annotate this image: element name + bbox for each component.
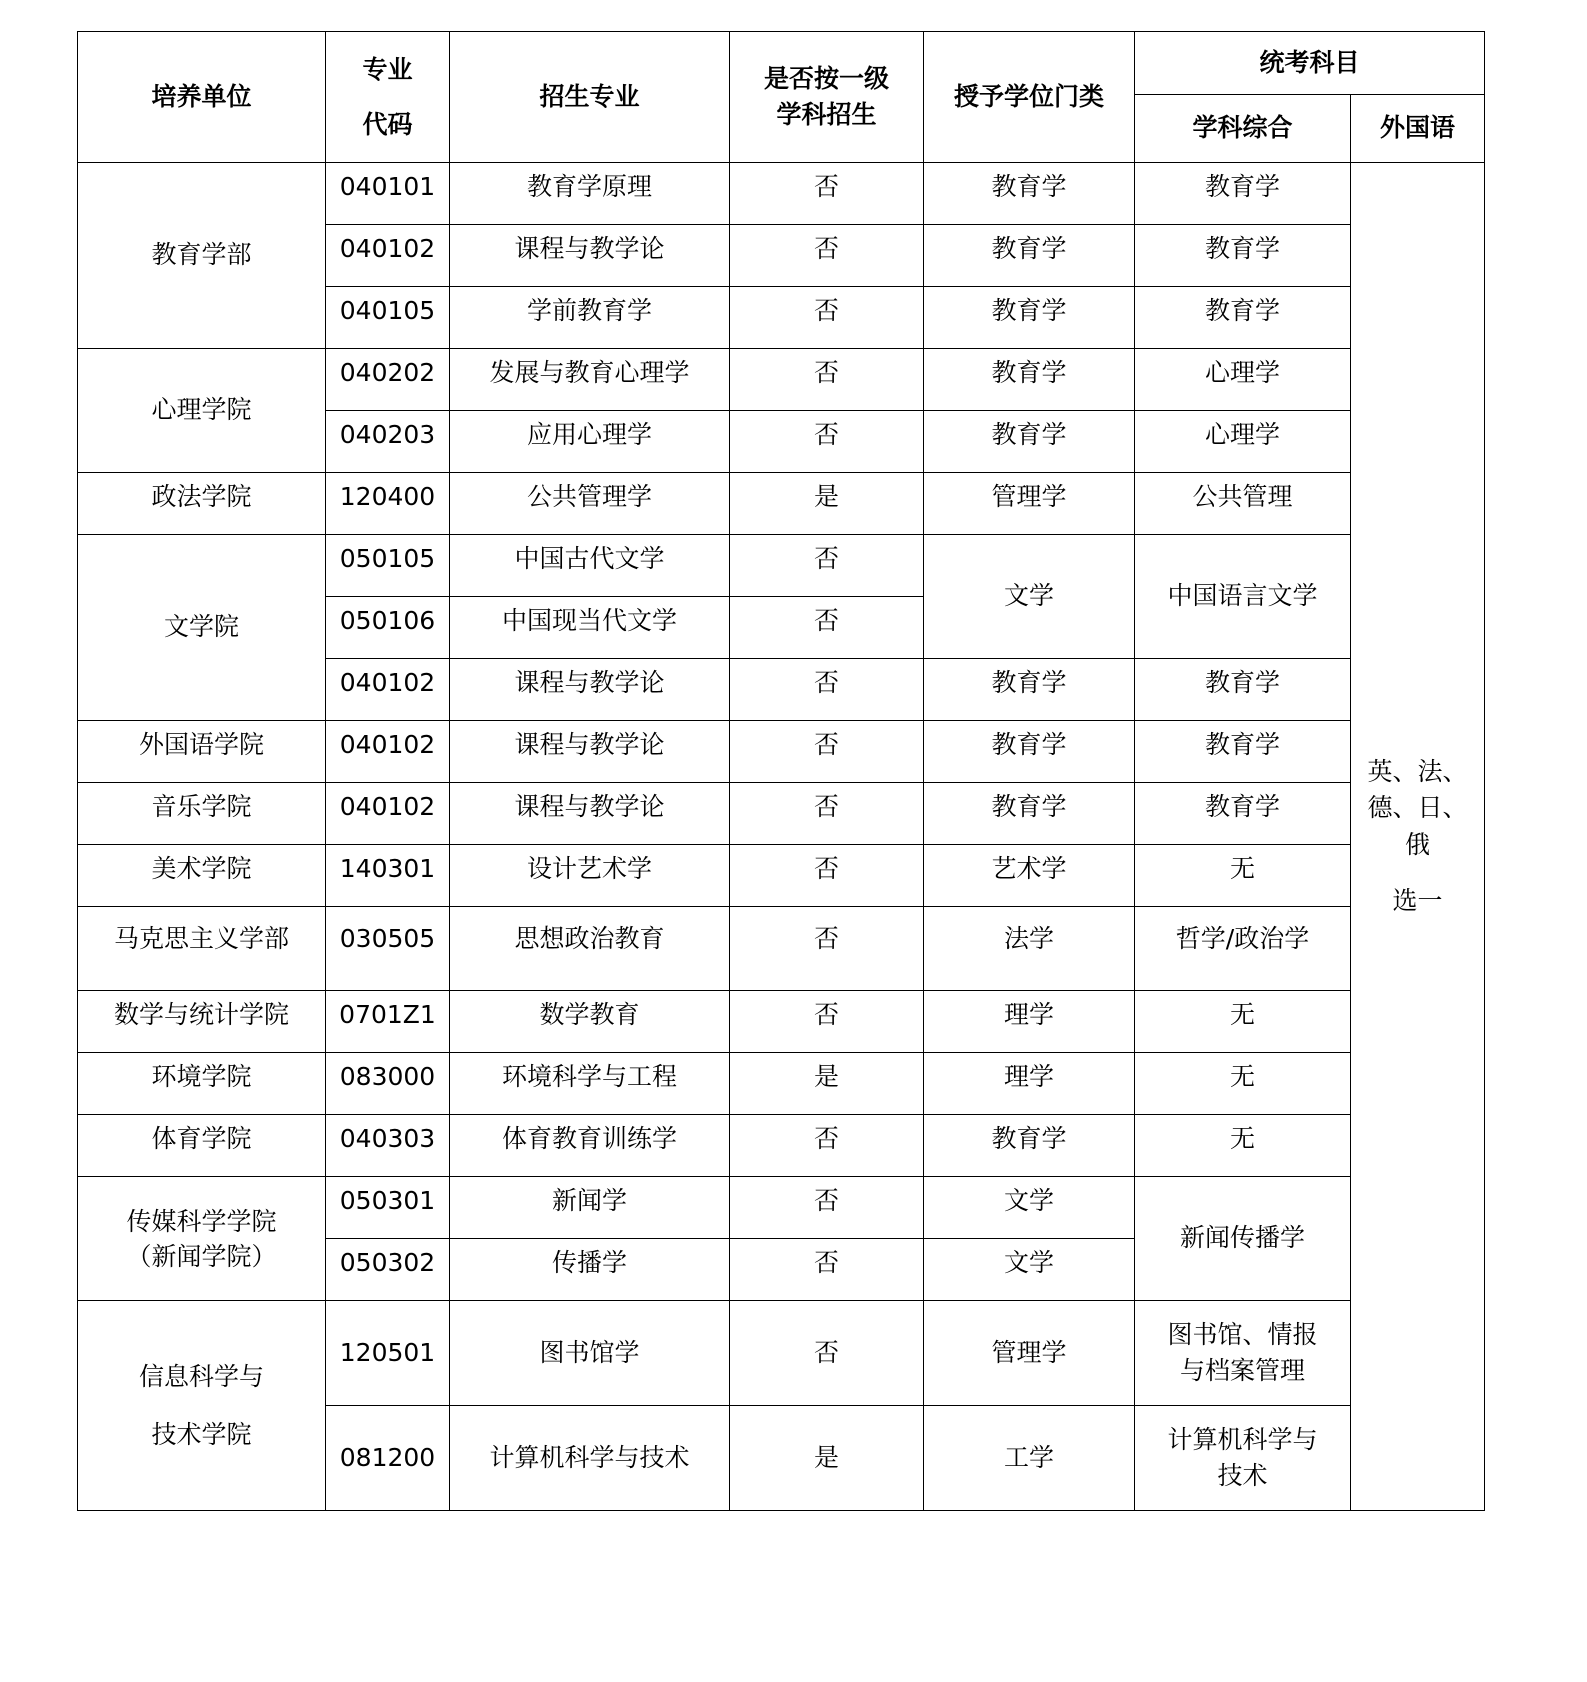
unit-cell: 政法学院 <box>78 473 326 535</box>
major-cell: 计算机科学与技术 <box>450 1406 730 1511</box>
comprehensive-line2: 技术 <box>1217 1461 1268 1490</box>
table-row <box>78 163 1485 225</box>
comprehensive-cell: 公共管理 <box>1135 473 1351 535</box>
degree-cell: 文学 <box>924 1177 1135 1239</box>
code-cell: 0701Z1 <box>326 991 450 1053</box>
major-cell: 思想政治教育 <box>450 907 730 991</box>
comprehensive-cell: 教育学 <box>1135 287 1351 349</box>
table-row <box>78 473 1485 535</box>
unit-cell: 音乐学院 <box>78 783 326 845</box>
degree-cell: 教育学 <box>924 163 1135 225</box>
code-cell: 040203 <box>326 411 450 473</box>
comprehensive-cell: 新闻传播学 <box>1135 1177 1351 1301</box>
degree-cell: 工学 <box>924 1406 1135 1511</box>
unit-cell: 数学与统计学院 <box>78 991 326 1053</box>
header-code-line1: 专业 <box>362 55 413 84</box>
table-row <box>78 907 1485 991</box>
first-level-cell: 否 <box>730 721 924 783</box>
code-cell: 081200 <box>326 1406 450 1511</box>
foreign-language-line3: 俄 <box>1405 829 1431 859</box>
major-cell: 数学教育 <box>450 991 730 1053</box>
major-cell: 发展与教育心理学 <box>450 349 730 411</box>
degree-cell: 管理学 <box>924 1301 1135 1406</box>
major-cell: 课程与教学论 <box>450 783 730 845</box>
table-row <box>78 721 1485 783</box>
unit-cell <box>78 1301 326 1511</box>
major-cell: 教育学原理 <box>450 163 730 225</box>
comprehensive-cell: 哲学/政治学 <box>1135 907 1351 991</box>
header-first-level <box>730 32 924 163</box>
first-level-cell: 否 <box>730 659 924 721</box>
degree-cell: 教育学 <box>924 783 1135 845</box>
degree-cell: 文学 <box>924 1239 1135 1301</box>
admissions-table <box>77 31 1485 1511</box>
comprehensive-cell: 中国语言文学 <box>1135 535 1351 659</box>
comprehensive-cell: 无 <box>1135 845 1351 907</box>
code-cell: 040102 <box>326 783 450 845</box>
table-row <box>78 1115 1485 1177</box>
code-cell: 040303 <box>326 1115 450 1177</box>
first-level-cell: 否 <box>730 991 924 1053</box>
major-cell: 体育教育训练学 <box>450 1115 730 1177</box>
major-cell: 环境科学与工程 <box>450 1053 730 1115</box>
table-row <box>78 1177 1485 1239</box>
code-cell: 050106 <box>326 597 450 659</box>
major-cell: 课程与教学论 <box>450 721 730 783</box>
comprehensive-line2: 与档案管理 <box>1179 1356 1305 1385</box>
code-cell: 140301 <box>326 845 450 907</box>
code-cell: 040202 <box>326 349 450 411</box>
first-level-cell: 是 <box>730 473 924 535</box>
major-cell: 新闻学 <box>450 1177 730 1239</box>
table-row <box>78 1053 1485 1115</box>
header-subject-comprehensive: 学科综合 <box>1135 95 1351 163</box>
degree-cell: 管理学 <box>924 473 1135 535</box>
unit-cell: 环境学院 <box>78 1053 326 1115</box>
degree-cell: 理学 <box>924 1053 1135 1115</box>
unit-cell: 外国语学院 <box>78 721 326 783</box>
unit-cell: 文学院 <box>78 535 326 721</box>
code-cell: 050105 <box>326 535 450 597</box>
table-row <box>78 349 1485 411</box>
first-level-cell: 否 <box>730 535 924 597</box>
unit-line1: 传媒科学学院 <box>126 1206 277 1236</box>
unit-line1: 信息科学与 <box>138 1362 264 1391</box>
code-cell: 040105 <box>326 287 450 349</box>
degree-cell: 理学 <box>924 991 1135 1053</box>
first-level-cell: 否 <box>730 907 924 991</box>
table-row <box>78 535 1485 597</box>
code-cell: 040102 <box>326 659 450 721</box>
comprehensive-cell: 教育学 <box>1135 721 1351 783</box>
degree-cell: 教育学 <box>924 721 1135 783</box>
foreign-language-line4: 选一 <box>1392 885 1443 915</box>
degree-cell: 教育学 <box>924 349 1135 411</box>
major-cell: 中国现当代文学 <box>450 597 730 659</box>
unit-cell: 美术学院 <box>78 845 326 907</box>
degree-cell: 艺术学 <box>924 845 1135 907</box>
first-level-cell: 否 <box>730 411 924 473</box>
table-row <box>78 845 1485 907</box>
first-level-cell: 是 <box>730 1053 924 1115</box>
first-level-cell: 否 <box>730 845 924 907</box>
unit-line2: 技术学院 <box>151 1419 252 1449</box>
first-level-cell: 否 <box>730 349 924 411</box>
unit-cell: 心理学院 <box>78 349 326 473</box>
first-level-cell: 否 <box>730 163 924 225</box>
code-cell: 050302 <box>326 1239 450 1301</box>
unit-line2: （新闻学院） <box>126 1241 277 1271</box>
comprehensive-cell: 无 <box>1135 1115 1351 1177</box>
degree-cell: 教育学 <box>924 1115 1135 1177</box>
major-cell: 公共管理学 <box>450 473 730 535</box>
major-cell: 应用心理学 <box>450 411 730 473</box>
foreign-language-line1: 英、法、 <box>1367 757 1468 786</box>
foreign-language-cell <box>1351 163 1485 1511</box>
major-cell: 设计艺术学 <box>450 845 730 907</box>
comprehensive-cell: 教育学 <box>1135 225 1351 287</box>
major-cell: 传播学 <box>450 1239 730 1301</box>
header-code-line2: 代码 <box>362 110 413 139</box>
degree-cell: 教育学 <box>924 659 1135 721</box>
comprehensive-cell <box>1135 1406 1351 1511</box>
code-cell: 040101 <box>326 163 450 225</box>
header-major: 招生专业 <box>450 32 730 163</box>
major-cell: 课程与教学论 <box>450 659 730 721</box>
unit-cell: 马克思主义学部 <box>78 907 326 991</box>
first-level-cell: 是 <box>730 1406 924 1511</box>
code-cell: 083000 <box>326 1053 450 1115</box>
major-cell: 中国古代文学 <box>450 535 730 597</box>
code-cell: 120400 <box>326 473 450 535</box>
table-row <box>78 783 1485 845</box>
header-exam-subjects: 统考科目 <box>1135 32 1485 95</box>
first-level-cell: 否 <box>730 597 924 659</box>
degree-cell: 教育学 <box>924 411 1135 473</box>
table-row <box>78 1301 1485 1406</box>
first-level-cell: 否 <box>730 1301 924 1406</box>
comprehensive-line1: 计算机科学与 <box>1167 1424 1318 1454</box>
comprehensive-cell: 无 <box>1135 1053 1351 1115</box>
header-code <box>326 32 450 163</box>
code-cell: 040102 <box>326 225 450 287</box>
unit-cell: 体育学院 <box>78 1115 326 1177</box>
degree-cell: 法学 <box>924 907 1135 991</box>
unit-cell: 教育学部 <box>78 163 326 349</box>
major-cell: 图书馆学 <box>450 1301 730 1406</box>
comprehensive-cell: 教育学 <box>1135 163 1351 225</box>
first-level-cell: 否 <box>730 1177 924 1239</box>
degree-cell: 教育学 <box>924 225 1135 287</box>
header-degree-category: 授予学位门类 <box>924 32 1135 163</box>
unit-cell <box>78 1177 326 1301</box>
code-cell: 120501 <box>326 1301 450 1406</box>
major-cell: 学前教育学 <box>450 287 730 349</box>
code-cell: 030505 <box>326 907 450 991</box>
first-level-cell: 否 <box>730 1115 924 1177</box>
code-cell: 050301 <box>326 1177 450 1239</box>
header-unit: 培养单位 <box>78 32 326 163</box>
first-level-cell: 否 <box>730 225 924 287</box>
header-foreign-language: 外国语 <box>1351 95 1485 163</box>
comprehensive-cell <box>1135 1301 1351 1406</box>
first-level-cell: 否 <box>730 1239 924 1301</box>
first-level-cell: 否 <box>730 783 924 845</box>
header-first-level-line1: 是否按一级 <box>763 63 889 93</box>
comprehensive-cell: 心理学 <box>1135 349 1351 411</box>
comprehensive-cell: 教育学 <box>1135 783 1351 845</box>
foreign-language-line2: 德、日、 <box>1367 793 1468 823</box>
code-cell: 040102 <box>326 721 450 783</box>
first-level-cell: 否 <box>730 287 924 349</box>
comprehensive-cell: 心理学 <box>1135 411 1351 473</box>
degree-cell: 文学 <box>924 535 1135 659</box>
table-row <box>78 991 1485 1053</box>
comprehensive-cell: 无 <box>1135 991 1351 1053</box>
comprehensive-line1: 图书馆、情报 <box>1167 1319 1318 1349</box>
degree-cell: 教育学 <box>924 287 1135 349</box>
comprehensive-cell: 教育学 <box>1135 659 1351 721</box>
major-cell: 课程与教学论 <box>450 225 730 287</box>
header-first-level-line2: 学科招生 <box>776 100 877 129</box>
